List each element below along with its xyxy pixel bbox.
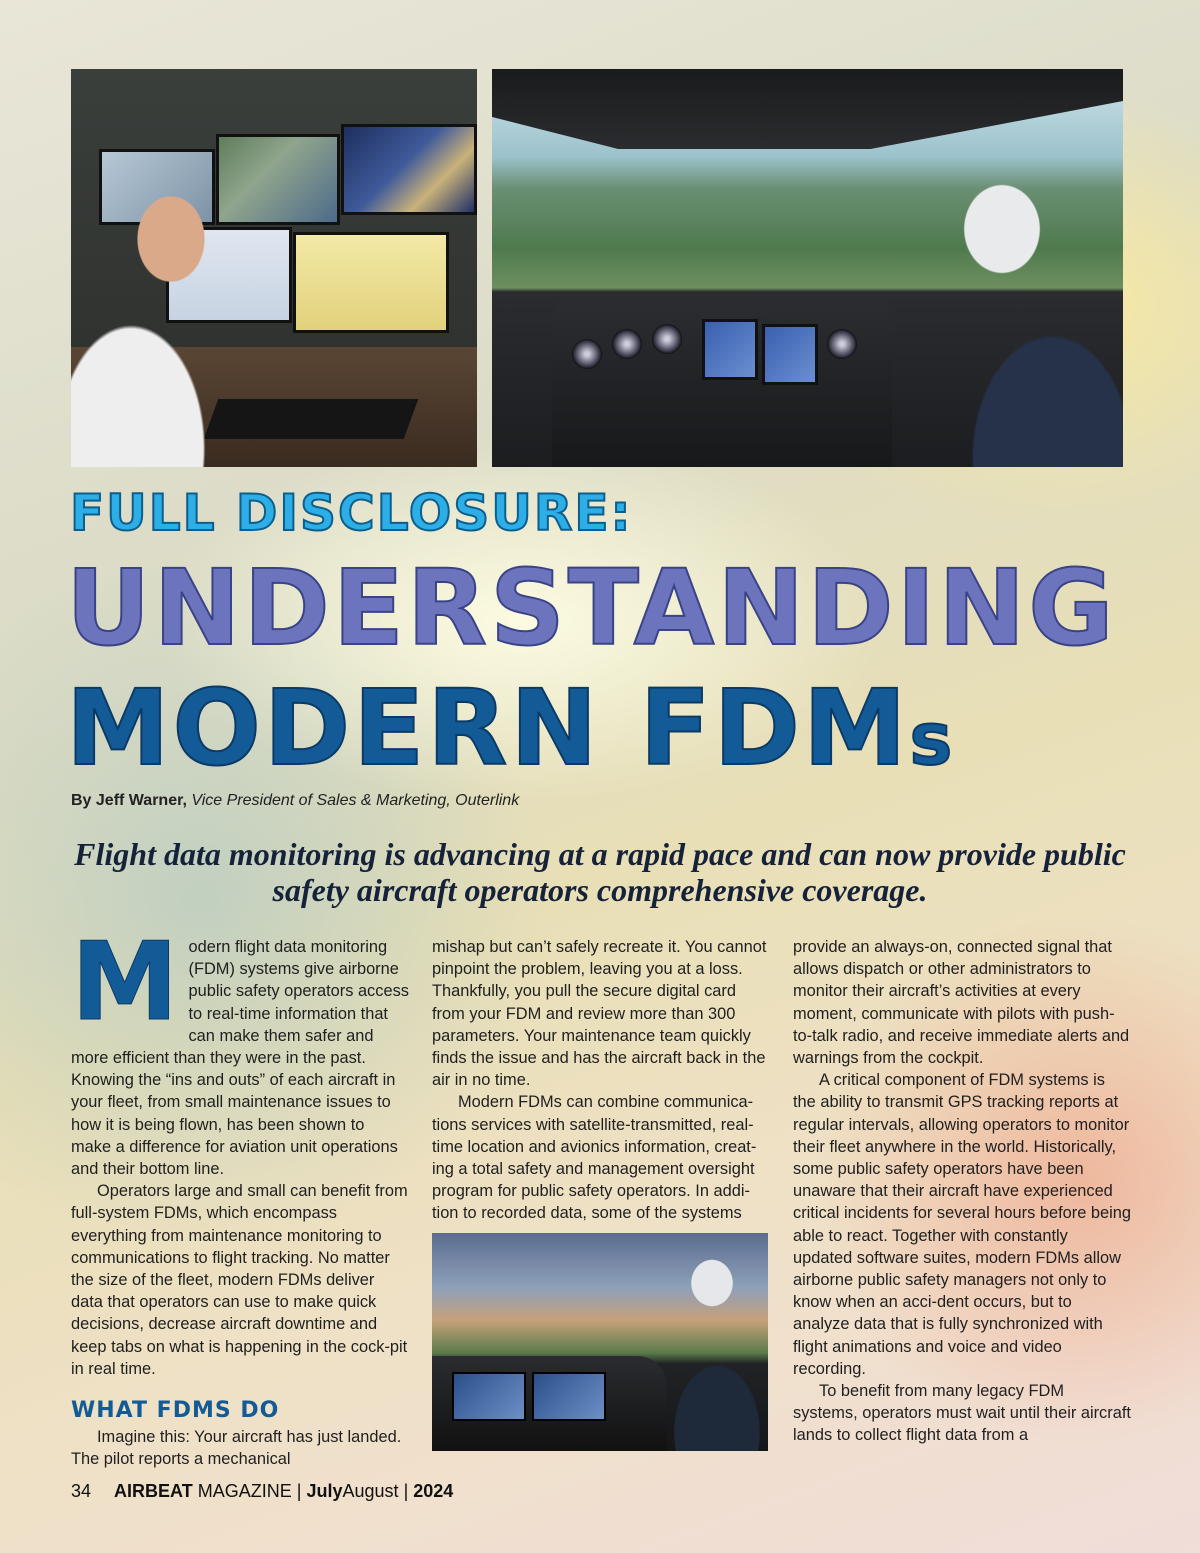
ops-center-photo [71,69,477,467]
display [762,324,818,385]
body-paragraph: To benefit from many legacy FDM systems, operators must wait until their aircraft lands to collect flight data from a [793,1382,1131,1445]
body-paragraph: Imagine this: Your aircraft has just landed. The pilot reports a mechanical [71,1428,402,1469]
column-1 [71,920,409,1470]
display [702,319,758,380]
display [532,1372,606,1421]
simulator-photo [492,69,1123,467]
page-footer [71,1481,453,1502]
byline [71,792,519,810]
operator [71,179,241,467]
monitor [293,232,449,333]
cockpit-photo [432,1233,768,1451]
headline-line-1: UNDERSTANDING [66,547,1117,669]
monitor [341,124,477,215]
kicker-headline: FULL DISCLOSURE: [70,484,633,542]
body-paragraph: Modern FDMs can combine communica-tions services with satellite-transmitted, real-time location and avionics information, creat-ing a total safety and management oversight program for public safety operators. In addi-tion to recorded data, some of the systems [432,1093,757,1223]
column-3 [793,936,1131,1447]
body-paragraph: Operators large and small can benefit from full-system FDMs, which encompass everything from maintenance monitoring to communications to flight tracking. No matter the size of the fleet, modern FDMs deliver data that operators can use to make quick decisions, decrease aircraft downtime and keep tabs on what is happening in the cock-pit in real time. [71,1182,408,1378]
footer-issue-month-2: August [342,1481,399,1501]
gauge [572,339,602,369]
deck: Flight data monitoring is advancing at a rapid pace and can now provide public safety aircraft operators comprehensive coverage. [74,836,1126,908]
gauge [612,329,642,359]
headline-line-2-main: MODERN FDM [66,667,910,789]
headline-line-2 [66,667,956,789]
pilot [662,1243,768,1451]
gauge [652,324,682,354]
display [452,1372,526,1421]
lead-paragraph [71,920,409,1180]
body-paragraph: mishap but can’t safely recreate it. You cannot pinpoint the problem, leaving you at a loss. Thankfully, you pull the secure digital card from your FDM and review more than 300 parameters. Your maintenance team quickly finds the issue and has the aircraft back in the air in no time. [432,938,767,1090]
footer-separator: | [296,1481,302,1501]
footer-brand: AIRBEAT [114,1481,193,1501]
pilot [912,159,1123,467]
body-paragraph: A critical component of FDM systems is the ability to transmit GPS tracking reports at regular intervals, allowing operators to monitor their fleet anywhere in the world. Historically, some public safety operators have been unaware that their aircraft have experienced critical incidents for several hours before being able to react. Together with constantly updated software suites, modern FDMs allow airborne public safety managers not only to know when an acci-dent occurs, but to analyze data that is fully synchronized with flight animations and voice and video recording. [793,1071,1132,1378]
body-paragraph: odern flight data monitoring (FDM) systems give airborne public safety operators access to real-time information that can make them safer and more efficient than they were in the past. Knowing the “ins and outs” of each aircraft in your fleet, from small maintenance issues to how it is being flown, has been shown to make a difference for aviation unit operations and their bottom line. [71,938,409,1179]
footer-magazine: MAGAZINE [197,1481,292,1501]
column-2 [432,936,768,1225]
body-paragraph: provide an always-on, connected signal that allows dispatch or other administrators to monitor their aircraft’s activities at every moment, communicate with pilots with push-to-talk radio, and receive immediate alerts and warnings from the cockpit. [793,938,1130,1068]
byline-author: By Jeff Warner, [71,792,187,809]
drop-cap: M [71,920,179,1045]
byline-title: Vice President of Sales & Marketing, Outerlink [191,792,520,809]
section-heading: WHAT FDMS DO [71,1398,280,1424]
footer-issue-month: July [306,1481,343,1501]
headline-line-2-suffix: s [909,697,956,781]
footer-year: 2024 [413,1481,454,1501]
instrument-panel [552,299,892,467]
canopy-frame [492,69,1123,149]
gauge [827,329,857,359]
page-number: 34 [71,1481,92,1501]
footer-separator: | [403,1481,409,1501]
